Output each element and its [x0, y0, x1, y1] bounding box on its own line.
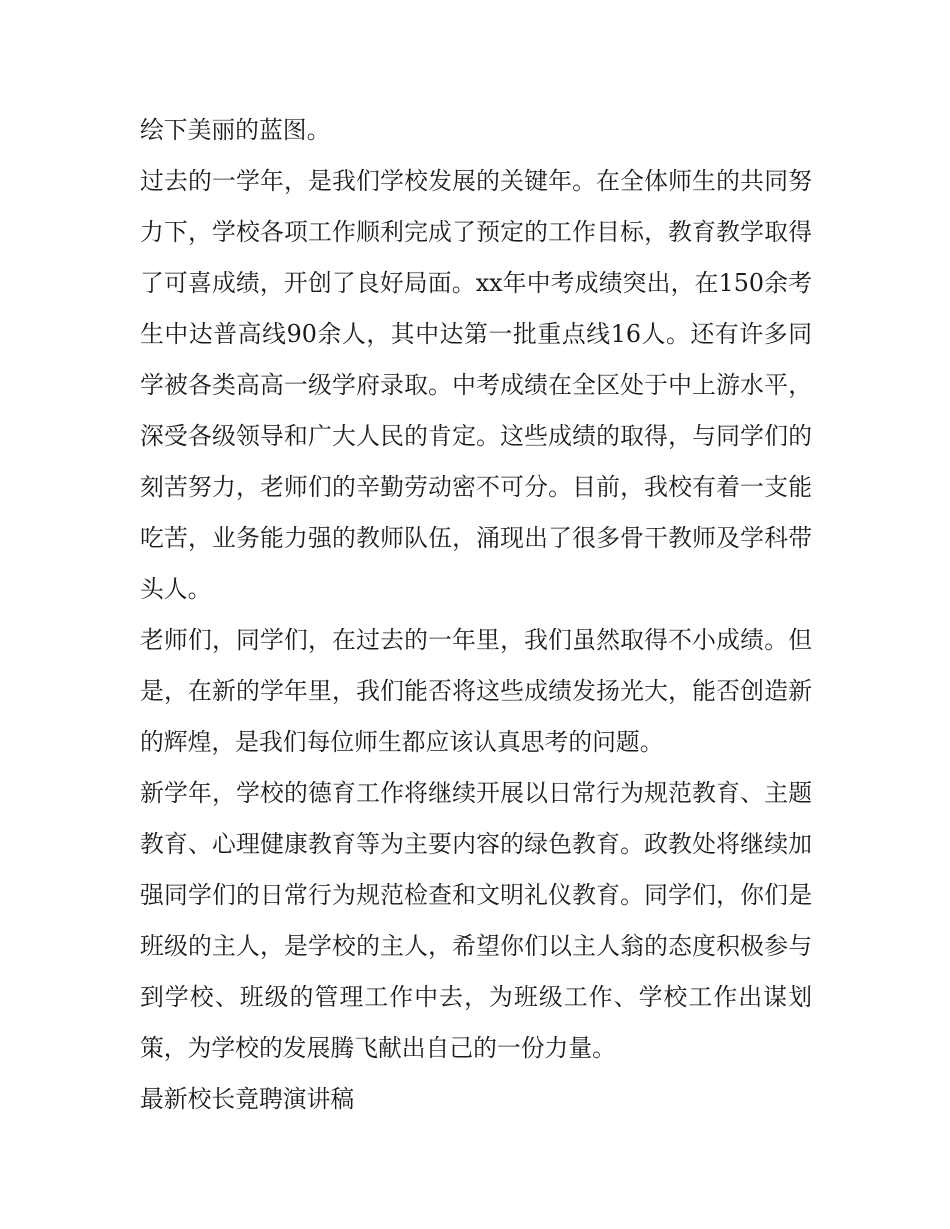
document-body — [140, 105, 812, 1125]
paragraph-moral-education: 新学年，学校的德育工作将继续开展以日常行为规范教育、主题教育、心理健康教育等为主要内容的绿色教育。政教处将继续加强同学们的日常行为规范检查和文明礼仪教育。同学们，你们是班级的主人，是学校的主人，希望你们以主人翁的态度积极参与到学校、班级的管理工作中去，为班级工作、学校工作出谋划策，为学校的发展腾飞献出自己的一份力量。 — [140, 779, 812, 1062]
paragraph-past-year-achievements: 过去的一学年，是我们学校发展的关键年。在全体师生的共同努力下，学校各项工作顺利完成了预定的工作目标，教育教学取得了可喜成绩，开创了良好局面。xx年中考成绩突出，在150余考生中达普高线90余人，其中达第一批重点线16人。还有许多同学被各类高高一级学府录取。中考成绩在全区处于中上游水平，深受各级领导和广大人民的肯定。这些成绩的取得，与同学们的刻苦努力，老师们的辛勤劳动密不可分。目前，我校有着一支能吃苦，业务能力强的教师队伍，涌现出了很多骨干教师及学科带头人。 — [140, 167, 812, 603]
paragraph-blueprint-ending: 绘下美丽的蓝图。 — [140, 116, 331, 144]
section-heading: 最新校长竟聘演讲稿 — [140, 1085, 355, 1113]
paragraph-new-year-challenge: 老师们，同学们，在过去的一年里，我们虽然取得不小成绩。但是，在新的学年里，我们能否将这些成绩发扬光大，能否创造新的辉煌，是我们每位师生都应该认真思考的问题。 — [140, 626, 812, 756]
